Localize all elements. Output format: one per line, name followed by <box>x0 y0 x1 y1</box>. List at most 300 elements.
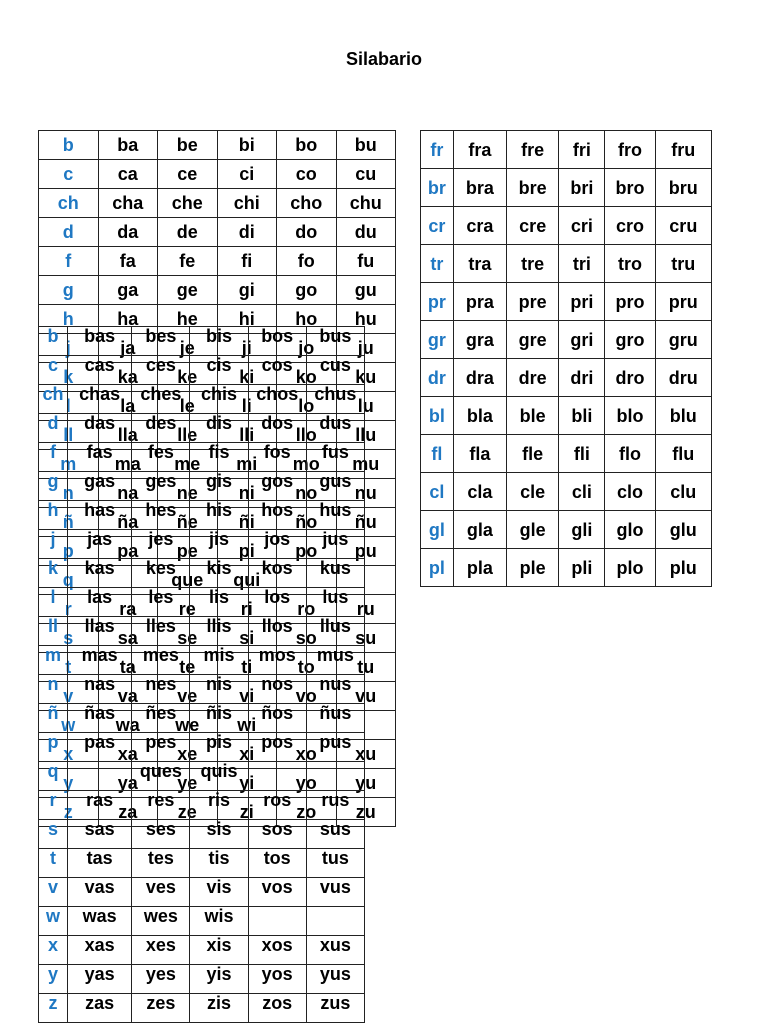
syllable-cell: fro <box>605 131 655 169</box>
table-row <box>39 936 365 965</box>
syllable-cell: je <box>158 334 218 363</box>
syllable-cell: pri <box>559 283 605 321</box>
syllable-cell: sis <box>190 820 248 849</box>
syllable-cell: sos <box>248 820 306 849</box>
consonant-label: pl <box>421 549 454 587</box>
consonant-label: y <box>39 965 68 994</box>
syllable-cell: gri <box>559 321 605 359</box>
syllable-cell: blu <box>655 397 711 435</box>
syllable-cell: lo <box>277 392 337 421</box>
consonant-label: br <box>421 169 454 207</box>
syllable-cell: ñi <box>217 508 277 537</box>
syllable-cell: ces <box>132 356 190 385</box>
syllable-cell: cu <box>336 160 396 189</box>
syllable-cell <box>248 762 306 791</box>
consonant-label: b <box>39 327 68 356</box>
table-row <box>39 472 365 501</box>
syllable-cell: yes <box>132 965 190 994</box>
syllable-cell: has <box>68 501 132 530</box>
syllable-cell: we <box>158 711 218 740</box>
table-row <box>39 878 365 907</box>
syllable-cell: gas <box>68 472 132 501</box>
syllable-cell: clo <box>605 473 655 511</box>
consonant-label: t <box>39 653 99 682</box>
syllable-cell: llu <box>336 421 396 450</box>
consonant-label: gl <box>421 511 454 549</box>
syllable-cell: si <box>217 624 277 653</box>
syllable-cell <box>306 762 364 791</box>
syllable-cell: yo <box>277 769 337 798</box>
syllable-cell: to <box>277 653 337 682</box>
table-row <box>39 385 365 414</box>
syllable-cell: ga <box>98 276 158 305</box>
syllable-cell: ños <box>248 704 306 733</box>
syllable-cell: na <box>98 479 158 508</box>
syllable-cell: was <box>68 907 132 936</box>
syllable-cell: ñus <box>306 704 364 733</box>
syllable-cell: tri <box>559 245 605 283</box>
syllable-cell <box>306 907 364 936</box>
syllable-cell: de <box>158 218 218 247</box>
syllable-cell: dus <box>306 414 364 443</box>
table-row <box>39 733 365 762</box>
table-row <box>39 160 396 189</box>
syllable-cell: tis <box>190 849 248 878</box>
consonant-label: w <box>39 907 68 936</box>
consonant-label: p <box>39 733 68 762</box>
syllable-cell: ble <box>507 397 559 435</box>
syllable-cell: ras <box>68 791 132 820</box>
syllable-cell: lis <box>190 588 248 617</box>
syllable-cell: vo <box>277 682 337 711</box>
syllable-cell: ris <box>190 791 248 820</box>
syllable-cell: dru <box>655 359 711 397</box>
consonant-label: v <box>39 682 99 711</box>
syllable-cell: bla <box>453 397 506 435</box>
syllable-cell: mus <box>306 646 364 675</box>
syllable-cell: fu <box>336 247 396 276</box>
syllable-cell: ki <box>217 363 277 392</box>
table-row <box>421 283 712 321</box>
syllable-cell: cus <box>306 356 364 385</box>
syllable-cell: gos <box>248 472 306 501</box>
syllable-cell: res <box>132 791 190 820</box>
consonant-label: h <box>39 305 99 334</box>
syllable-cell: bos <box>248 327 306 356</box>
syllable-cell: du <box>336 218 396 247</box>
syllable-cell: da <box>98 218 158 247</box>
syllable-cell: yi <box>217 769 277 798</box>
table-row <box>39 704 365 733</box>
syllable-cell: ñis <box>190 704 248 733</box>
syllable-cell: ta <box>98 653 158 682</box>
table-row <box>39 218 396 247</box>
syllable-cell: flo <box>605 435 655 473</box>
syllable-cell: mis <box>190 646 248 675</box>
syllable-cell: llis <box>190 617 248 646</box>
syllable-cell: tus <box>306 849 364 878</box>
syllable-cell: bo <box>277 131 337 160</box>
syllable-cell: lli <box>217 421 277 450</box>
syllable-cell: gis <box>190 472 248 501</box>
consonant-label: fr <box>421 131 454 169</box>
consonant-label: v <box>39 878 68 907</box>
consonant-label: m <box>39 646 68 675</box>
table-row <box>39 675 365 704</box>
syllable-cell: fos <box>248 443 306 472</box>
syllable-cell: pas <box>68 733 132 762</box>
syllable-cell: ko <box>277 363 337 392</box>
syllable-cell: pra <box>453 283 506 321</box>
consonant-label: h <box>39 501 68 530</box>
syllable-cell: tos <box>248 849 306 878</box>
syllable-cell: po <box>277 537 337 566</box>
syllable-cell: kis <box>190 559 248 588</box>
syllable-cell: fa <box>98 247 158 276</box>
syllable-cell: fis <box>190 443 248 472</box>
consonant-label: s <box>39 624 99 653</box>
syllable-cell: pla <box>453 549 506 587</box>
consonant-label: j <box>39 530 68 559</box>
syllable-cell: be <box>158 131 218 160</box>
syllable-cell: plo <box>605 549 655 587</box>
syllable-cell: le <box>158 392 218 421</box>
syllable-cell: pi <box>217 537 277 566</box>
syllable-cell: xi <box>217 740 277 769</box>
syllable-cell: cli <box>559 473 605 511</box>
syllable-cell: chus <box>306 385 364 414</box>
syllable-cell: su <box>336 624 396 653</box>
syllable-cell: nos <box>248 675 306 704</box>
consonant-label: z <box>39 994 68 1023</box>
syllable-cell: pre <box>507 283 559 321</box>
syllable-cell: tes <box>132 849 190 878</box>
consonant-label: j <box>39 334 99 363</box>
syllable-cell: yas <box>68 965 132 994</box>
table-row <box>421 549 712 587</box>
syllable-cell: che <box>158 189 218 218</box>
table-row <box>421 131 712 169</box>
syllable-cell: his <box>190 501 248 530</box>
syllable-cell: sas <box>68 820 132 849</box>
syllable-cell: zus <box>306 994 364 1023</box>
consonant-label: k <box>39 559 68 588</box>
syllable-cell <box>248 907 306 936</box>
syllable-cell: bru <box>655 169 711 207</box>
syllable-cell: zu <box>336 798 396 827</box>
consonant-label: gr <box>421 321 454 359</box>
syllable-cell: bu <box>336 131 396 160</box>
syllable-cell: las <box>68 588 132 617</box>
table-row <box>39 501 365 530</box>
syllable-cell: yu <box>336 769 396 798</box>
syllable-cell: cre <box>507 207 559 245</box>
table-row <box>39 762 365 791</box>
syllable-cell: fes <box>132 443 190 472</box>
syllable-cell: cas <box>68 356 132 385</box>
syllable-cell: ñas <box>68 704 132 733</box>
syllable-cell: ques <box>132 762 190 791</box>
syllable-cell: fle <box>507 435 559 473</box>
syllable-cell: ñu <box>336 508 396 537</box>
table-row <box>421 359 712 397</box>
table-row <box>421 397 712 435</box>
consonant-label: m <box>39 450 99 479</box>
consonant-label: y <box>39 769 99 798</box>
syllable-cell: ple <box>507 549 559 587</box>
syllable-cell: xus <box>306 936 364 965</box>
syllable-cell: llus <box>306 617 364 646</box>
syllable-cell: ma <box>98 450 158 479</box>
syllable-cell: zas <box>68 994 132 1023</box>
syllable-cell: gli <box>559 511 605 549</box>
table-row <box>39 530 365 559</box>
syllable-cell: bra <box>453 169 506 207</box>
consonant-label: tr <box>421 245 454 283</box>
syllable-cell: zes <box>132 994 190 1023</box>
syllable-cell: ñe <box>158 508 218 537</box>
table-row <box>39 327 365 356</box>
syllable-cell: das <box>68 414 132 443</box>
consonant-label: t <box>39 849 68 878</box>
syllable-cell: ju <box>336 334 396 363</box>
syllable-cell: llas <box>68 617 132 646</box>
consonant-label: g <box>39 472 68 501</box>
syllable-cell: hu <box>336 305 396 334</box>
consonant-label: s <box>39 820 68 849</box>
consonant-label: ch <box>39 385 68 414</box>
syllable-cell: gi <box>217 276 277 305</box>
consonant-label: w <box>39 711 99 740</box>
consonant-label: cr <box>421 207 454 245</box>
syllable-cell: ji <box>217 334 277 363</box>
syllable-cell: la <box>98 392 158 421</box>
syllable-cell: chi <box>217 189 277 218</box>
table-row <box>39 646 365 675</box>
syllable-cell: mos <box>248 646 306 675</box>
consonant-label: l <box>39 392 99 421</box>
syllable-cell: nus <box>306 675 364 704</box>
syllable-cell: ne <box>158 479 218 508</box>
syllable-cell: tu <box>336 653 396 682</box>
syllable-cell: fus <box>306 443 364 472</box>
consonant-label: b <box>39 131 99 160</box>
syllable-cell: fru <box>655 131 711 169</box>
table-row <box>39 131 396 160</box>
syllable-cell: jes <box>132 530 190 559</box>
syllable-cell: gle <box>507 511 559 549</box>
syllable-cell: cru <box>655 207 711 245</box>
syllable-cell: me <box>158 450 218 479</box>
syllable-cell: bas <box>68 327 132 356</box>
consonant-label: c <box>39 356 68 385</box>
syllable-cell: dro <box>605 359 655 397</box>
syllable-cell: kes <box>132 559 190 588</box>
table-row <box>421 473 712 511</box>
syllable-cell: nis <box>190 675 248 704</box>
syllable-cell: fra <box>453 131 506 169</box>
syllable-cell: fla <box>453 435 506 473</box>
syllable-cell: vis <box>190 878 248 907</box>
syllable-table-s <box>38 326 365 1023</box>
syllable-cell: bre <box>507 169 559 207</box>
syllable-cell: di <box>217 218 277 247</box>
consonant-label: n <box>39 479 99 508</box>
syllable-cell: cis <box>190 356 248 385</box>
syllable-cell: se <box>158 624 218 653</box>
syllable-cell: fri <box>559 131 605 169</box>
syllable-cell: vos <box>248 878 306 907</box>
syllable-cell: vi <box>217 682 277 711</box>
syllable-cell: ros <box>248 791 306 820</box>
syllable-cell: he <box>158 305 218 334</box>
syllable-cell: zi <box>217 798 277 827</box>
syllable-cell: bli <box>559 397 605 435</box>
table-row <box>39 443 365 472</box>
syllable-cell: cle <box>507 473 559 511</box>
table-row <box>39 849 365 878</box>
syllable-cell: wes <box>132 907 190 936</box>
syllable-cell: jas <box>68 530 132 559</box>
consonant-label: d <box>39 414 68 443</box>
syllable-cell: ri <box>217 595 277 624</box>
syllable-cell: ru <box>336 595 396 624</box>
syllable-cell: mu <box>336 450 396 479</box>
syllable-cell <box>68 762 132 791</box>
syllable-cell: qui <box>217 566 277 595</box>
syllable-table-blends <box>420 130 712 587</box>
syllable-cell: cro <box>605 207 655 245</box>
syllable-cell: kus <box>306 559 364 588</box>
syllable-cell: xes <box>132 936 190 965</box>
syllable-cell: jus <box>306 530 364 559</box>
syllable-cell: tru <box>655 245 711 283</box>
syllable-cell: fre <box>507 131 559 169</box>
consonant-label: r <box>39 595 99 624</box>
syllable-cell: ñes <box>132 704 190 733</box>
table-row <box>421 245 712 283</box>
syllable-cell: lla <box>98 421 158 450</box>
syllable-cell: gla <box>453 511 506 549</box>
consonant-label: x <box>39 740 99 769</box>
syllable-cell: bes <box>132 327 190 356</box>
syllable-cell: des <box>132 414 190 443</box>
syllable-cell: llo <box>277 421 337 450</box>
syllable-cell: yis <box>190 965 248 994</box>
syllable-cell: pa <box>98 537 158 566</box>
consonant-label: cl <box>421 473 454 511</box>
syllable-cell: tre <box>507 245 559 283</box>
syllable-cell: glu <box>655 511 711 549</box>
syllable-cell: li <box>217 392 277 421</box>
syllable-cell: ho <box>277 305 337 334</box>
syllable-cell: los <box>248 588 306 617</box>
syllable-cell: plu <box>655 549 711 587</box>
table-row <box>421 169 712 207</box>
syllable-cell: ño <box>277 508 337 537</box>
syllable-cell: fas <box>68 443 132 472</box>
consonant-label: fl <box>421 435 454 473</box>
syllable-cell: gus <box>306 472 364 501</box>
syllable-cell: ye <box>158 769 218 798</box>
consonant-label: ñ <box>39 508 99 537</box>
syllable-cell: xos <box>248 936 306 965</box>
syllable-cell: fli <box>559 435 605 473</box>
syllable-cell: cri <box>559 207 605 245</box>
table-row <box>39 189 396 218</box>
syllable-cell: yos <box>248 965 306 994</box>
syllable-cell: nes <box>132 675 190 704</box>
syllable-cell: ches <box>132 385 190 414</box>
syllable-cell: xu <box>336 740 396 769</box>
syllable-cell: cra <box>453 207 506 245</box>
syllable-cell: bus <box>306 327 364 356</box>
syllable-cell: mo <box>277 450 337 479</box>
syllable-cell: ge <box>158 276 218 305</box>
syllable-cell: ve <box>158 682 218 711</box>
syllable-cell: sa <box>98 624 158 653</box>
table-row <box>421 511 712 549</box>
syllable-cell: za <box>98 798 158 827</box>
syllable-cell: hi <box>217 305 277 334</box>
syllable-cell: bis <box>190 327 248 356</box>
syllable-cell: do <box>277 218 337 247</box>
table-row <box>39 414 365 443</box>
syllable-cell: blo <box>605 397 655 435</box>
syllable-cell: va <box>98 682 158 711</box>
syllable-cell: mas <box>68 646 132 675</box>
syllable-cell: wi <box>217 711 277 740</box>
syllable-cell: gra <box>453 321 506 359</box>
syllable-cell: ha <box>98 305 158 334</box>
syllable-cell: chu <box>336 189 396 218</box>
syllable-cell: clu <box>655 473 711 511</box>
syllable-cell: dos <box>248 414 306 443</box>
syllable-cell: lus <box>306 588 364 617</box>
table-row <box>39 588 365 617</box>
syllable-cell: quis <box>190 762 248 791</box>
syllable-cell: ti <box>217 653 277 682</box>
syllable-cell: cla <box>453 473 506 511</box>
syllable-cell: flu <box>655 435 711 473</box>
syllable-cell: ze <box>158 798 218 827</box>
syllable-cell: ja <box>98 334 158 363</box>
syllable-cell: ca <box>98 160 158 189</box>
syllable-cell: cos <box>248 356 306 385</box>
syllable-cell: bi <box>217 131 277 160</box>
syllable-cell: pro <box>605 283 655 321</box>
syllable-cell: ba <box>98 131 158 160</box>
syllable-cell: tas <box>68 849 132 878</box>
syllable-cell: xo <box>277 740 337 769</box>
syllable-cell: chas <box>68 385 132 414</box>
table-row <box>39 276 396 305</box>
table-row <box>39 907 365 936</box>
syllable-cell: ra <box>98 595 158 624</box>
syllable-cell: vus <box>306 878 364 907</box>
syllable-cell: xas <box>68 936 132 965</box>
table-row <box>421 435 712 473</box>
consonant-label: p <box>39 537 99 566</box>
syllable-cell: so <box>277 624 337 653</box>
consonant-label: c <box>39 160 99 189</box>
syllable-cell: bri <box>559 169 605 207</box>
syllable-cell: gru <box>655 321 711 359</box>
consonant-label: q <box>39 762 68 791</box>
syllable-cell: no <box>277 479 337 508</box>
syllable-cell: jos <box>248 530 306 559</box>
syllable-cell: te <box>158 653 218 682</box>
